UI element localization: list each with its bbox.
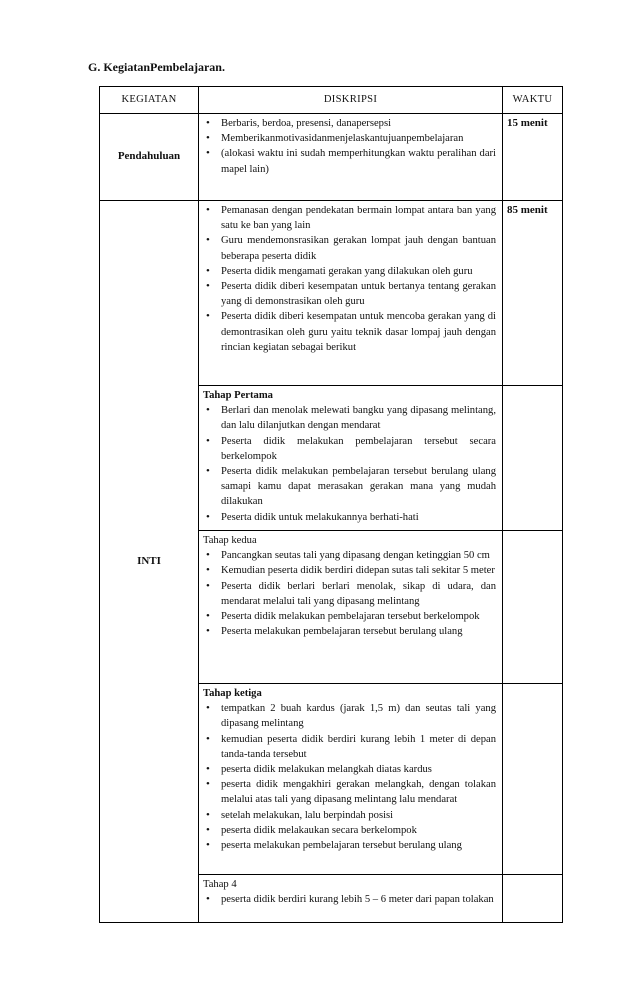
- stage-title: Tahap kedua: [203, 535, 257, 546]
- bullet-list: [203, 203, 496, 355]
- list-item: • Peserta didik untuk melakukannya berhati-hati: [203, 510, 496, 525]
- stage-title: Tahap Pertama: [203, 390, 273, 401]
- list-item: • Berlari dan menolak melewati bangku yang dipasang melintang, dan lalu dilanjutkan dengan mendarat: [203, 403, 496, 433]
- bullet-list: [203, 701, 496, 853]
- list-item: • Memberikanmotivasidanmenjelaskantujuanpembelajaran: [203, 131, 496, 146]
- bullet-list: [203, 548, 496, 639]
- list-item: • Peserta didik melakukan pembelajaran tersebut berkelompok: [203, 609, 496, 624]
- bullet-list: [203, 892, 496, 907]
- waktu-empty: [503, 684, 563, 875]
- list-item: • Peserta didik melakukan pembelajaran tersebut berulang ulang samapi kamu dapat merasakan gerakan mana yang mudah dilakukan: [203, 464, 496, 510]
- table-header-row: [100, 87, 563, 114]
- list-item: • Peserta didik diberi kesempatan untuk mencoba gerakan yang di demontrasikan oleh guru yaitu teknik dasar lompaj jauh dengan rincian kegiatan sebagai berikut: [203, 309, 496, 355]
- list-item: • Peserta didik diberi kesempatan untuk bertanya tentang gerakan yang di demonstrasikan oleh guru: [203, 279, 496, 309]
- stage-title: Tahap 4: [203, 879, 237, 890]
- kegiatan-pendahuluan: Pendahuluan: [100, 114, 199, 201]
- list-item: • tempatkan 2 buah kardus (jarak 1,5 m) dan seutas tali yang dipasang melintang: [203, 701, 496, 731]
- waktu-empty: [503, 531, 563, 684]
- diskripsi-pendahuluan: [199, 114, 503, 201]
- diskripsi-tahap-2: [199, 531, 503, 684]
- waktu-empty: [503, 875, 563, 923]
- list-item: • Pemanasan dengan pendekatan bermain lompat antara ban yang satu ke ban yang lain: [203, 203, 496, 233]
- list-item: • setelah melakukan, lalu berpindah posisi: [203, 808, 496, 823]
- stage-title: Tahap ketiga: [203, 688, 262, 699]
- bullet-list: [203, 403, 496, 525]
- header-kegiatan: KEGIATAN: [100, 87, 199, 114]
- table-row-inti-intro: [100, 201, 563, 386]
- diskripsi-inti-intro: [199, 201, 503, 386]
- list-item: • Peserta melakukan pembelajaran tersebut berulang ulang: [203, 624, 496, 639]
- list-item: • Pancangkan seutas tali yang dipasang dengan ketinggian 50 cm: [203, 548, 496, 563]
- list-item: • peserta didik melakukan melangkah diatas kardus: [203, 762, 496, 777]
- list-item: • peserta melakukan pembelajaran tersebut berulang ulang: [203, 838, 496, 853]
- header-waktu: WAKTU: [503, 87, 563, 114]
- list-item: • Peserta didik berlari berlari menolak, sikap di udara, dan mendarat melalui tali yang dipasang melintang: [203, 579, 496, 609]
- list-item: • Peserta didik mengamati gerakan yang dilakukan oleh guru: [203, 264, 496, 279]
- table-row-pendahuluan: [100, 114, 563, 201]
- diskripsi-tahap-4: [199, 875, 503, 923]
- list-item: • kemudian peserta didik berdiri kurang lebih 1 meter di depan tanda-tanda tersebut: [203, 732, 496, 762]
- list-item: • Peserta didik melakukan pembelajaran tersebut secara berkelompok: [203, 434, 496, 464]
- header-diskripsi: DISKRIPSI: [199, 87, 503, 114]
- waktu-pendahuluan: 15 menit: [503, 114, 563, 201]
- list-item: • (alokasi waktu ini sudah memperhitungkan waktu peralihan dari mapel lain): [203, 146, 496, 176]
- list-item: • peserta didik melakaukan secara berkelompok: [203, 823, 496, 838]
- waktu-inti: 85 menit: [503, 201, 563, 386]
- diskripsi-tahap-3: [199, 684, 503, 875]
- diskripsi-tahap-1: [199, 386, 503, 531]
- list-item: • Guru mendemonsrasikan gerakan lompat jauh dengan bantuan beberapa peserta didik: [203, 233, 496, 263]
- section-title: G. KegiatanPembelajaran.: [88, 60, 225, 74]
- list-item: • Kemudian peserta didik berdiri didepan sutas tali sekitar 5 meter: [203, 563, 496, 578]
- list-item: • peserta didik berdiri kurang lebih 5 – 6 meter dari papan tolakan: [203, 892, 496, 907]
- kegiatan-inti: INTI: [100, 201, 199, 923]
- list-item: • Berbaris, berdoa, presensi, danapersepsi: [203, 116, 496, 131]
- lesson-activities-table: [99, 86, 563, 923]
- bullet-list: [203, 116, 496, 177]
- waktu-empty: [503, 386, 563, 531]
- list-item: • peserta didik mengakhiri gerakan melangkah, dengan tolakan melalui atas tali yang dipasang melintang lalu mendarat: [203, 777, 496, 807]
